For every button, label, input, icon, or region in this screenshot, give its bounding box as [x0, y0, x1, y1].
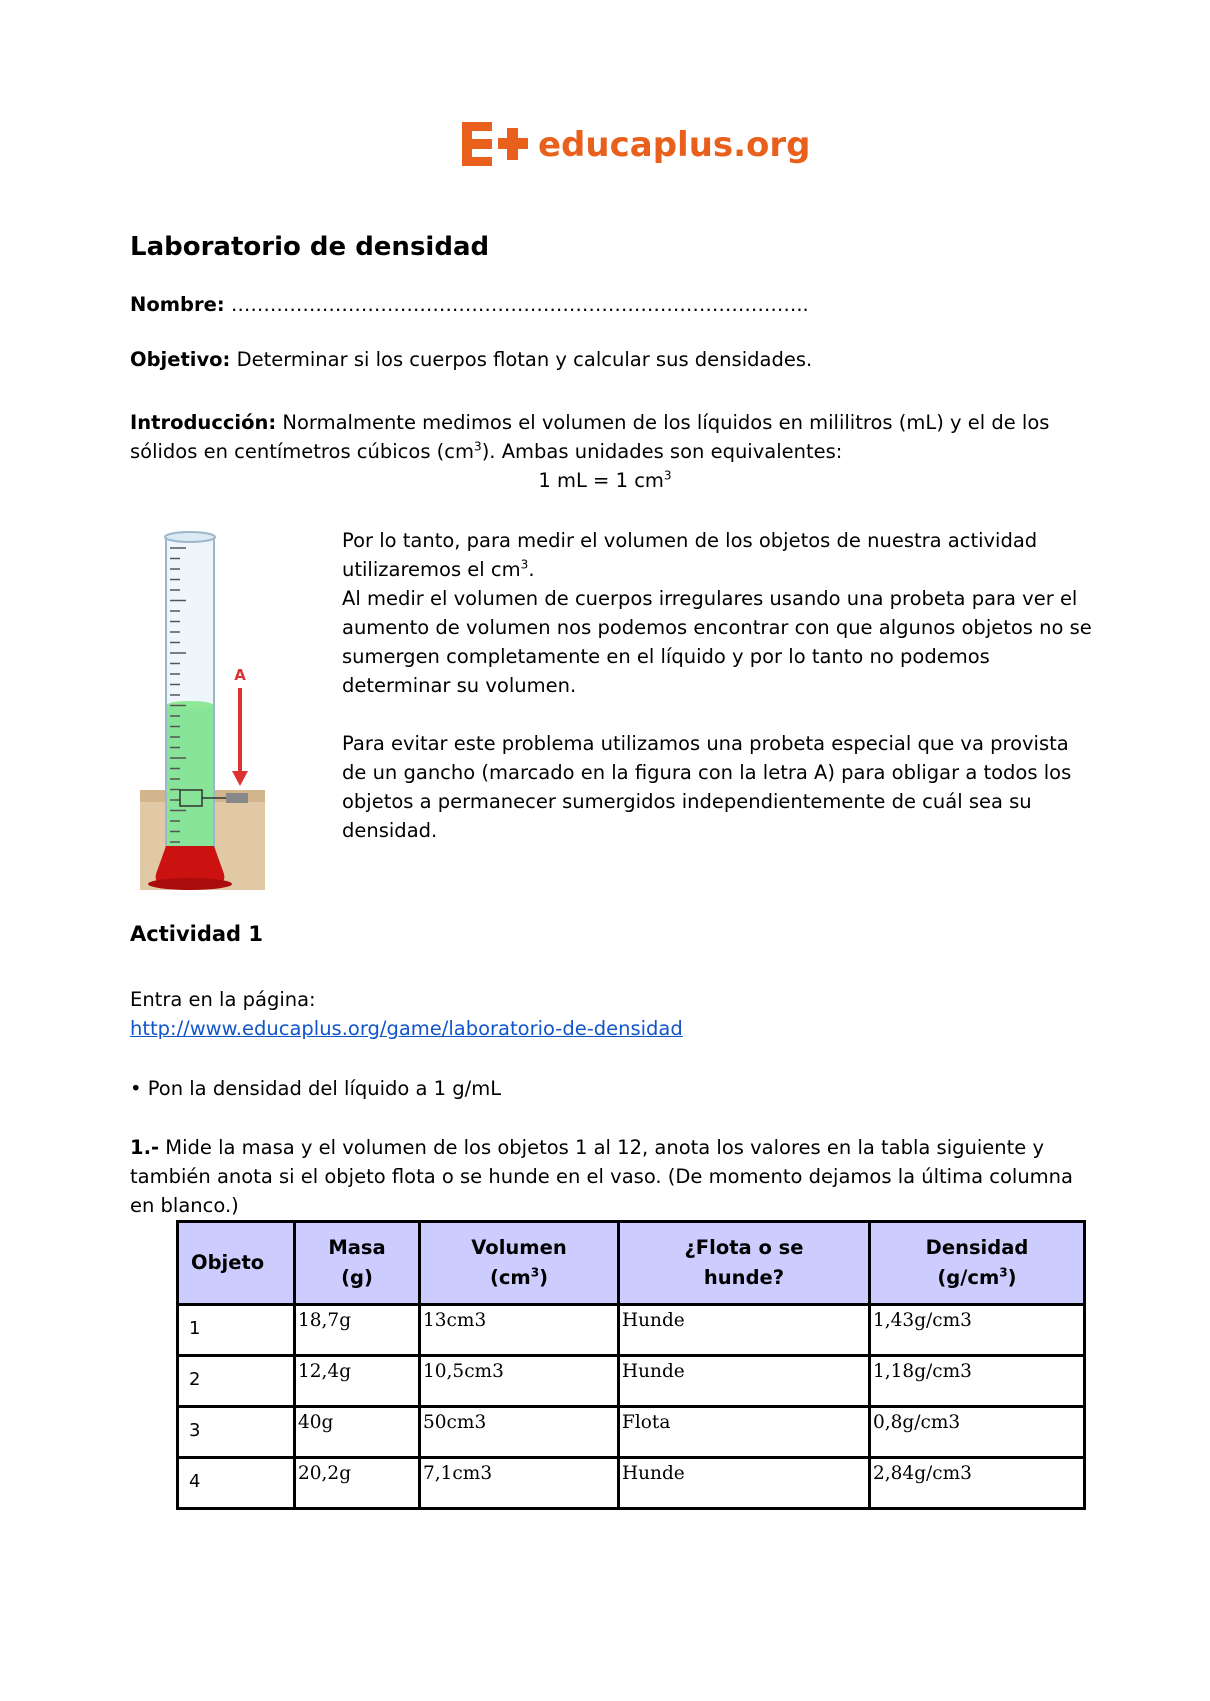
table-row	[178, 1356, 1085, 1407]
objetivo-line	[130, 345, 812, 374]
header-volumen-unit: (cm	[489, 1266, 531, 1289]
objetivo-text: Determinar si los cuerpos flotan y calcular sus densidades.	[236, 348, 813, 371]
cell-flota[interactable]: Hunde	[619, 1356, 870, 1407]
header-masa	[295, 1222, 420, 1305]
paragraph-1-sup: 3	[520, 557, 529, 572]
cell-objeto: 3	[178, 1407, 295, 1458]
paragraph-2: Al medir el volumen de cuerpos irregulares usando una probeta para ver el aumento de volumen nos podemos encontrar con que algunos objetos no se sumergen completamente en el líquido y por lo tanto no podemos determinar su volumen.	[342, 587, 1092, 697]
objetivo-label: Objetivo:	[130, 348, 231, 371]
header-masa-line2: (g)	[341, 1266, 373, 1289]
cell-masa[interactable]: 12,4g	[295, 1356, 420, 1407]
header-volumen-sup: 3	[530, 1265, 540, 1280]
table-row	[178, 1458, 1085, 1509]
entra-text: Entra en la página:	[130, 988, 316, 1011]
cell-volumen[interactable]: 13cm3	[420, 1305, 619, 1356]
cell-densidad[interactable]: 1,43g/cm3	[870, 1305, 1085, 1356]
introduccion-sup: 3	[474, 439, 482, 454]
header-densidad-close: )	[1007, 1266, 1017, 1289]
figure-label-a: A	[234, 666, 246, 684]
page-title: Laboratorio de densidad	[130, 232, 490, 262]
bullet-item: • Pon la densidad del líquido a 1 g/mL	[130, 1077, 502, 1100]
paragraph-1-end: .	[528, 558, 535, 581]
header-flota-line1: ¿Flota o se	[684, 1236, 804, 1259]
density-table	[176, 1220, 1086, 1510]
graduated-cylinder-figure	[140, 528, 265, 890]
header-flota-line2: hunde?	[703, 1266, 785, 1289]
cell-flota[interactable]: Hunde	[619, 1458, 870, 1509]
cell-masa[interactable]: 40g	[295, 1407, 420, 1458]
question-1	[130, 1133, 1090, 1220]
question-1-text: Mide la masa y el volumen de los objetos 1 al 12, anota los valores en la tabla siguiente y también anota si el objeto flota o se hunde en el vaso. (De momento dejamos la última columna en blanco.)	[130, 1136, 1073, 1217]
introduccion-text-1: Normalmente medimos el volumen de los líquidos en mililitros (mL) y el de los sólidos en centímetros cúbicos (cm	[130, 411, 1050, 463]
cell-flota[interactable]: Hunde	[619, 1305, 870, 1356]
table-row	[178, 1305, 1085, 1356]
header-densidad-sup: 3	[999, 1265, 1008, 1280]
equation-left: 1 mL = 1 cm	[538, 469, 664, 492]
nombre-dots: ……………………………………………………………………………..	[230, 293, 809, 316]
cell-volumen[interactable]: 50cm3	[420, 1407, 619, 1458]
explanation-text	[342, 526, 1092, 845]
cell-volumen[interactable]: 7,1cm3	[420, 1458, 619, 1509]
cell-densidad[interactable]: 0,8g/cm3	[870, 1407, 1085, 1458]
paragraph-1	[342, 526, 1092, 584]
paragraph-3: Para evitar este problema utilizamos una probeta especial que va provista de un gancho (marcado en la figura con la letra A) para obligar a todos los objetos a permanecer sumergidos independientemente de cuál sea su densidad.	[342, 732, 1072, 842]
cell-objeto: 4	[178, 1458, 295, 1509]
cell-volumen[interactable]: 10,5cm3	[420, 1356, 619, 1407]
cell-densidad[interactable]: 1,18g/cm3	[870, 1356, 1085, 1407]
introduccion-text-2: ). Ambas unidades son equivalentes:	[481, 440, 843, 463]
paragraph-1-text: Por lo tanto, para medir el volumen de los objetos de nuestra actividad utilizaremos el cm	[342, 529, 1038, 581]
table-header-row	[178, 1222, 1085, 1305]
header-flota	[619, 1222, 870, 1305]
equation	[0, 466, 1210, 495]
header-volumen-close: )	[539, 1266, 549, 1289]
cell-masa[interactable]: 18,7g	[295, 1305, 420, 1356]
cell-objeto: 2	[178, 1356, 295, 1407]
cell-flota[interactable]: Flota	[619, 1407, 870, 1458]
header-objeto: Objeto	[178, 1222, 295, 1305]
header-densidad	[870, 1222, 1085, 1305]
cell-masa[interactable]: 20,2g	[295, 1458, 420, 1509]
cell-objeto: 1	[178, 1305, 295, 1356]
introduccion-paragraph	[130, 408, 1090, 466]
cell-densidad[interactable]: 2,84g/cm3	[870, 1458, 1085, 1509]
header-masa-line1: Masa	[328, 1236, 386, 1259]
activity-link[interactable]: http://www.educaplus.org/game/laboratorio-de-densidad	[130, 1017, 683, 1040]
introduccion-label: Introducción:	[130, 411, 277, 434]
equation-sup: 3	[663, 468, 672, 483]
question-1-label: 1.-	[130, 1136, 160, 1159]
logo-text: educaplus.org	[538, 125, 811, 165]
actividad-heading: Actividad 1	[130, 922, 263, 946]
table-row	[178, 1407, 1085, 1458]
header-densidad-unit: (g/cm	[937, 1266, 1000, 1289]
nombre-line	[130, 290, 809, 319]
header-volumen	[420, 1222, 619, 1305]
educaplus-logo	[462, 118, 811, 170]
header-volumen-line1: Volumen	[471, 1236, 567, 1259]
header-densidad-line1: Densidad	[925, 1236, 1029, 1259]
nombre-label: Nombre:	[130, 293, 225, 316]
